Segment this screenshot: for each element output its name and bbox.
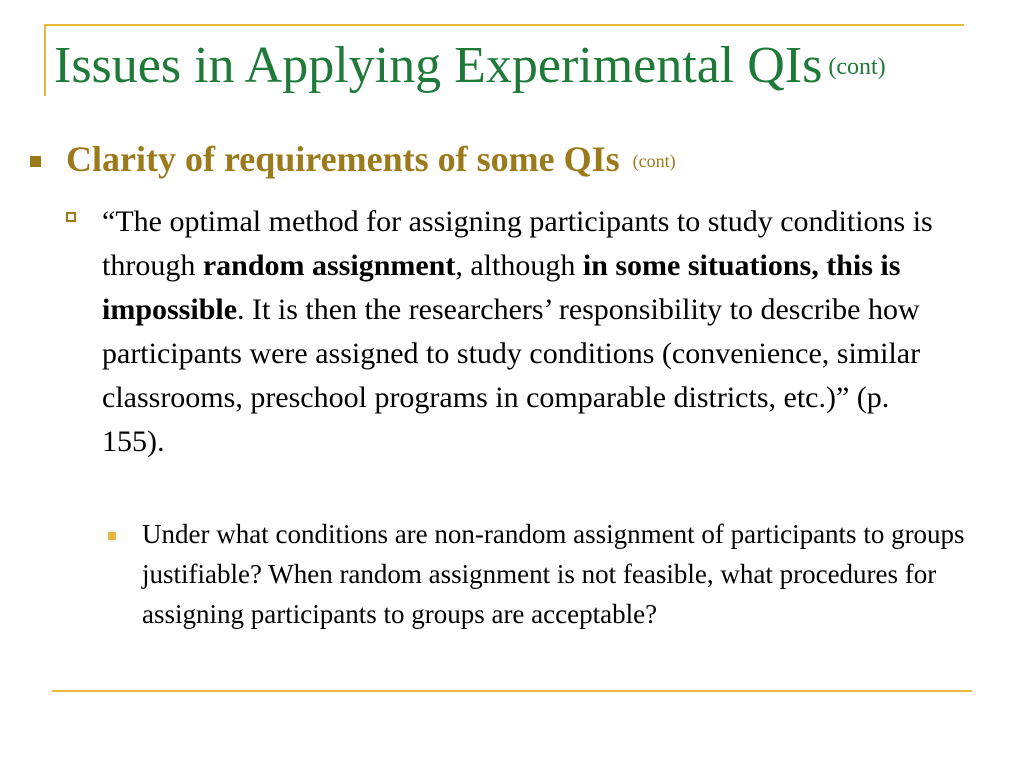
checkbox-bullet-icon bbox=[66, 212, 76, 222]
quote-part2: , although bbox=[455, 249, 583, 282]
title-suffix: (cont) bbox=[828, 54, 886, 80]
level1-bullet-icon bbox=[30, 156, 41, 167]
quote-paragraph bbox=[102, 200, 942, 464]
level3-bullet-icon bbox=[108, 532, 116, 540]
left-rule bbox=[44, 24, 46, 96]
quote-part1: “The optimal method for assigning participants to study conditions is through bbox=[102, 205, 933, 282]
quote-bold-impossible: in some situations, this is impossible bbox=[102, 249, 901, 326]
title-main: Issues in Applying Experimental QIs bbox=[54, 37, 823, 94]
level3-bullet: Under what conditions are non-random assignment of participants to groups justifiable? When random assignment is not feasible, what procedures for assigning participants to groups are acceptable? bbox=[142, 519, 965, 629]
slide-title bbox=[54, 36, 886, 96]
quote-bold-random-assignment: random assignment bbox=[202, 249, 456, 282]
level1-text: Clarity of requirements of some QIs bbox=[66, 139, 620, 179]
level1-suffix: (cont) bbox=[632, 151, 676, 171]
level1-bullet bbox=[66, 138, 966, 181]
bottom-rule bbox=[52, 690, 972, 692]
top-rule bbox=[44, 24, 964, 26]
quote-part3: . It is then the researchers’ responsibility to describe how participants were assigned to study conditions (convenience, similar classrooms, preschool programs in comparable districts, etc.)” (p. 155). bbox=[102, 293, 921, 458]
